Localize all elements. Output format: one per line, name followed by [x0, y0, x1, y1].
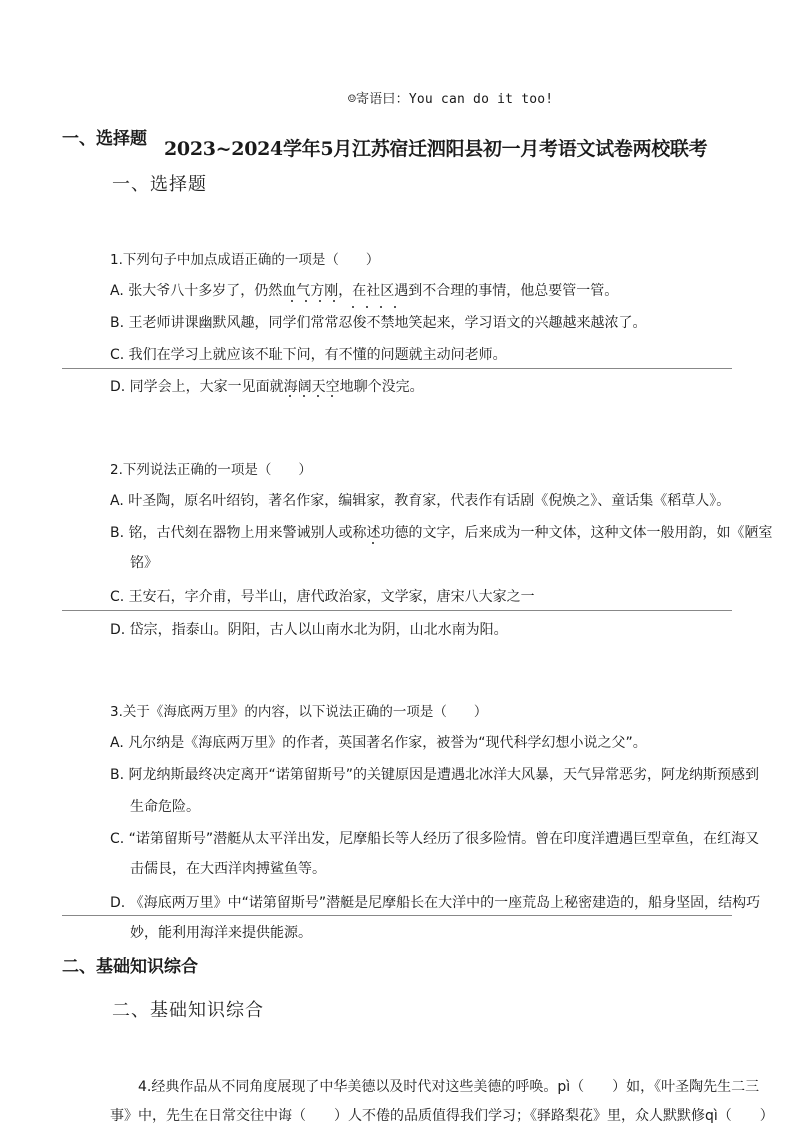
q4-line1: 4.经典作品从不同角度展现了中华美德以及时代对这些美德的呼唤。pì（ ）如，《叶圣陶先生二三	[138, 1079, 760, 1095]
section1-heading: 一、选择题	[62, 129, 147, 149]
q2-option-a: A. 叶圣陶，原名叶绍钧，著名作家，编辑家，教育家，代表作有话剧《倪焕之》、童话集《稻草人》。	[110, 493, 731, 509]
q3-option-b-line2: 生命危险。	[130, 799, 200, 815]
q2-option-c: C. 王安石，字介甫，号半山，唐代政治家，文学家，唐宋八大家之一	[110, 589, 535, 605]
q3-option-c-line2: 击儒艮，在大西洋肉搏鲨鱼等。	[130, 861, 326, 877]
page-title: 2023~2024学年5月江苏宿迁泗阳县初一月考语文试卷两校联考	[164, 138, 708, 160]
q3-option-a: A. 凡尔纳是《海底两万里》的作者，英国著名作家，被誉为“现代科学幻想小说之父”。	[110, 735, 647, 751]
q3-option-b-line1: B. 阿龙纳斯最终决定离开“诺第留斯号”的关键原因是遭遇北冰洋大风暴，天气异常恶劣，阿龙纳斯预感到	[110, 767, 760, 783]
q2-stem: 2.下列说法正确的一项是（ ）	[110, 462, 312, 478]
q1-stem: 1.下列句子中加点成语正确的一项是（ ）	[110, 252, 380, 268]
q1-option-a: A. 张大爷八十多岁了，仍然血气方刚，在社区遇到不合理的事情，他总要管一管。	[110, 283, 619, 299]
q4-line2: 事》中，先生在日常交往中诲（ ）人不倦的品质值得我们学习；《驿路梨花》里，众人默默修qì（ ）	[110, 1108, 774, 1124]
motto: ☺寄语曰：You can do it too!	[348, 92, 554, 107]
q1-option-d: D. 同学会上，大家一见面就海阔天空地聊个没完。	[110, 379, 424, 395]
section2-subheading: 二、基础知识综合	[112, 1000, 264, 1021]
q2-option-b-line2: 铭》	[130, 555, 158, 571]
q3-option-d-line2: 妙，能利用海洋来提供能源。	[130, 925, 312, 941]
q2-option-b-line1: B. 铭，古代刻在器物上用来警诫别人或称述功德的文字，后来成为一种文体，这种文体一般用韵，如《陋室	[110, 525, 773, 541]
divider	[62, 915, 732, 916]
divider	[62, 368, 732, 369]
section1-subheading: 一、选择题	[112, 174, 207, 195]
q3-option-c-line1: C. “诺第留斯号”潜艇从太平洋出发，尼摩船长等人经历了很多险情。曾在印度洋遭遇巨型章鱼，在红海又	[110, 831, 760, 847]
q2-option-d: D. 岱宗，指泰山。阴阳，古人以山南水北为阴，山北水南为阳。	[110, 622, 508, 638]
divider	[62, 610, 732, 611]
section2-heading: 二、基础知识综合	[62, 957, 198, 977]
q1-option-c: C. 我们在学习上就应该不耻下问，有不懂的问题就主动问老师。	[110, 347, 507, 363]
q1-option-b: B. 王老师讲课幽默风趣，同学们常常忍俊不禁地笑起来，学习语文的兴趣越来越浓了。	[110, 315, 647, 331]
q3-option-d-line1: D. 《海底两万里》中“诺第留斯号”潜艇是尼摩船长在大洋中的一座荒岛上秘密建造的，船身坚固，结构巧	[110, 895, 761, 911]
q3-stem: 3.关于《海底两万里》的内容，以下说法正确的一项是（ ）	[110, 704, 488, 720]
